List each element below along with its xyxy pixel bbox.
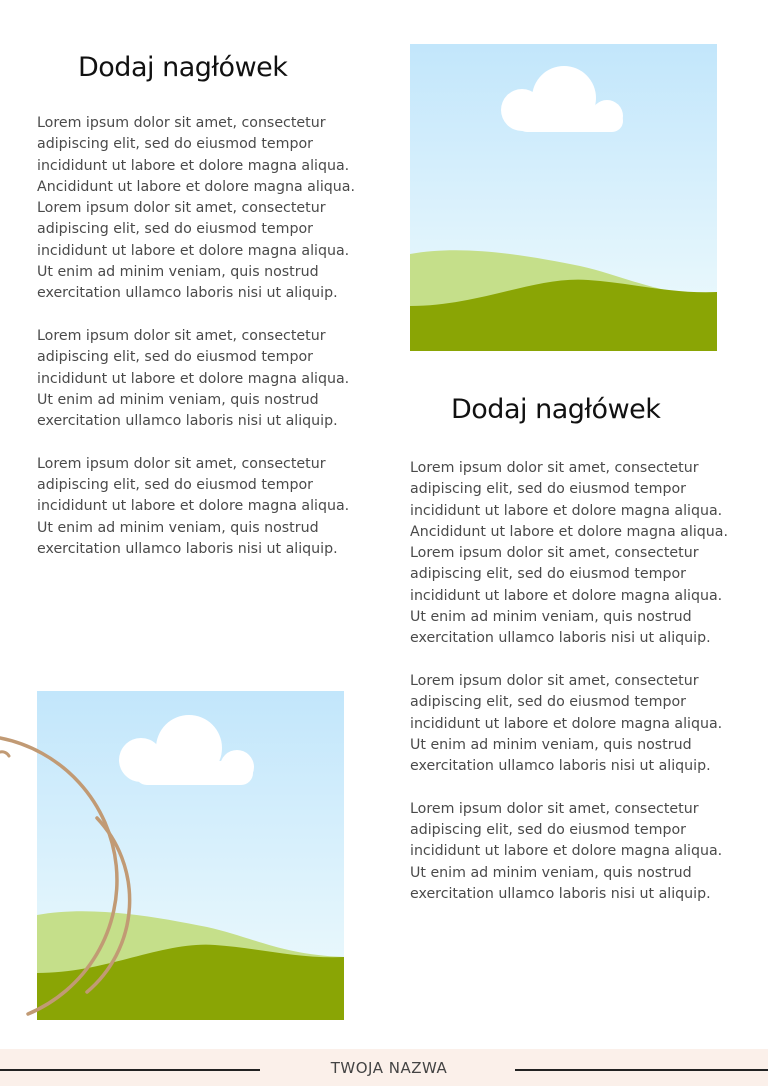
left-paragraph-1: Lorem ipsum dolor sit amet, consectetur adipiscing elit, sed do eiusmod tempor incididunt ut labore et dolore magna aliqua. Ancididunt ut labore et dolore magna aliqua. Lorem ipsum dolor sit amet, consectetur adipiscing elit, sed do eiusmod tempor incididunt ut labore et dolore magna aliqua. Ut enim ad minim veniam, quis nostrud exercitation ullamco laboris nisi ut aliquip. [37,115,355,302]
left-heading: Dodaj nagłówek [78,52,288,83]
footer-line-left [0,1069,260,1071]
left-text-column [37,113,369,560]
landscape-image-bottom-left [37,691,344,1020]
footer-name: TWOJA NAZWA [330,1059,448,1077]
right-heading: Dodaj nagłówek [451,394,661,425]
landscape-placeholder-icon [410,44,717,351]
landscape-image-top-right [410,44,717,351]
right-text-column [410,458,742,905]
right-paragraph-2: Lorem ipsum dolor sit amet, consectetur adipiscing elit, sed do eiusmod tempor incididunt ut labore et dolore magna aliqua. Ut enim ad minim veniam, quis nostrud exercitation ullamco laboris nisi ut aliquip. [410,672,723,775]
left-paragraph-2: Lorem ipsum dolor sit amet, consectetur adipiscing elit, sed do eiusmod tempor incididunt ut labore et dolore magna aliqua. Ut enim ad minim veniam, quis nostrud exercitation ullamco laboris nisi ut aliquip. [37,327,350,430]
right-paragraph-1: Lorem ipsum dolor sit amet, consectetur adipiscing elit, sed do eiusmod tempor incididunt ut labore et dolore magna aliqua. Ancididunt ut labore et dolore magna aliqua. Lorem ipsum dolor sit amet, consectetur adipiscing elit, sed do eiusmod tempor incididunt ut labore et dolore magna aliqua. Ut enim ad minim veniam, quis nostrud exercitation ullamco laboris nisi ut aliquip. [410,460,728,647]
landscape-placeholder-icon [37,691,344,1020]
left-paragraph-3: Lorem ipsum dolor sit amet, consectetur adipiscing elit, sed do eiusmod tempor incididunt ut labore et dolore magna aliqua. Ut enim ad minim veniam, quis nostrud exercitation ullamco laboris nisi ut aliquip. [37,455,350,557]
footer-line-right [515,1069,768,1071]
right-paragraph-3: Lorem ipsum dolor sit amet, consectetur adipiscing elit, sed do eiusmod tempor incididunt ut labore et dolore magna aliqua. Ut enim ad minim veniam, quis nostrud exercitation ullamco laboris nisi ut aliquip. [410,800,723,902]
